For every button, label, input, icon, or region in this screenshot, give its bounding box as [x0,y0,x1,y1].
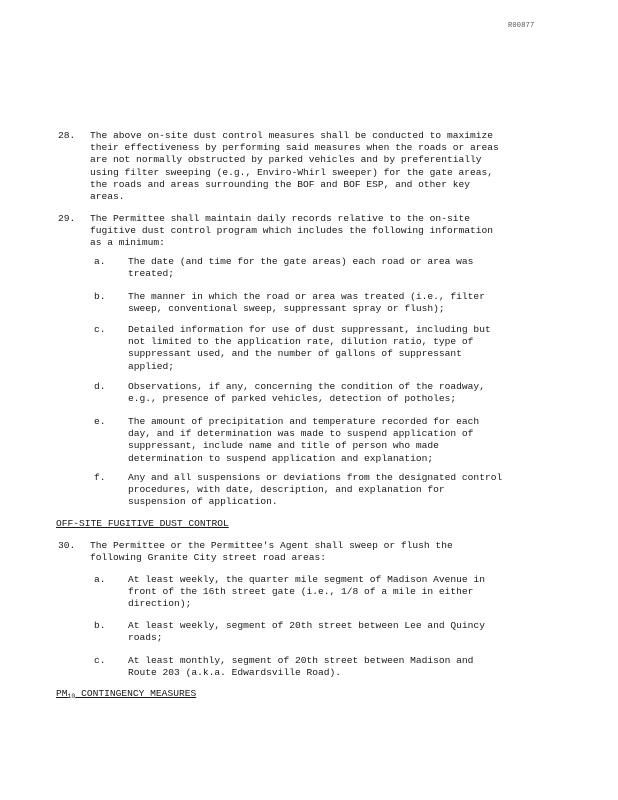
section-heading-offsite: OFF-SITE FUGITIVE DUST CONTROL [56,518,229,529]
section-heading-pm10 [56,688,196,703]
heading-subscript: 10 [67,693,76,700]
list-item-letter: b. [94,291,106,302]
list-item-29e [94,416,534,465]
list-item-letter: a. [94,574,106,585]
list-item-letter: a. [94,256,106,267]
paragraph-number: 29. [58,213,76,224]
paragraph-text: The above on-site dust control measures shall be conducted to maximize their effectiveness by performing said measures when the roads or areas are not normally obstructed by parked vehicles and by preferentially using filter sweeping (e.g., Enviro-Whirl sweeper) for the gate areas, the roads and areas surrounding the BOF and BOF ESP, and other key areas. [90,130,499,203]
paragraph-number: 30. [58,540,76,551]
paragraph-text: The Permittee or the Permittee's Agent shall sweep or flush the following Granite City street road areas: [90,540,453,564]
paragraph-number: 28. [58,130,76,141]
heading-rest: CONTINGENCY MEASURES [75,688,197,699]
list-item-29d [94,381,534,405]
list-item-30c [94,655,534,679]
list-item-30a [94,574,534,611]
list-item-29b [94,291,534,315]
list-item-29f [94,472,534,509]
list-item-text: The date (and time for the gate areas) each road or area was treated; [128,256,474,280]
list-item-text: At least weekly, the quarter mile segment of Madison Avenue in front of the 16th street gate (i.e., 1/8 of a mile in either direction); [128,574,485,610]
list-item-text: Observations, if any, concerning the condition of the roadway, e.g., presence of parked vehicles, detection of potholes; [128,381,485,405]
list-item-text: The amount of precipitation and temperature recorded for each day, and if determination was made to suspend application of suppressant, include name and title of person who made determination to suspend application and explanation; [128,416,480,464]
list-item-text: Any and all suspensions or deviations from the designated control procedures, with date, description, and explanation for suspension of application. [128,472,503,508]
paragraph-29 [58,213,538,250]
paragraph-30 [58,540,538,564]
paragraph-text: The Permittee shall maintain daily records relative to the on-site fugitive dust control program which includes the following information as a minimum: [90,213,494,249]
list-item-letter: f. [94,472,106,483]
list-item-text: Detailed information for use of dust suppressant, including but not limited to the application rate, dilution ratio, type of suppressant used, and the number of gallons of suppressant applied; [128,324,491,372]
list-item-29c [94,324,534,373]
list-item-letter: b. [94,620,106,631]
heading-prefix: PM [56,688,68,699]
list-item-letter: c. [94,324,106,335]
list-item-text: At least monthly, segment of 20th street between Madison and Route 203 (a.k.a. Edwardsville Road). [128,655,474,679]
list-item-letter: c. [94,655,106,666]
paragraph-28 [58,130,538,203]
list-item-letter: e. [94,416,106,427]
list-item-29a [94,256,534,280]
list-item-text: At least weekly, segment of 20th street between Lee and Quincy roads; [128,620,485,644]
document-id: R00877 [508,22,535,30]
list-item-text: The manner in which the road or area was treated (i.e., filter sweep, conventional sweep, suppressant spray or flush); [128,291,485,315]
list-item-letter: d. [94,381,106,392]
list-item-30b [94,620,534,644]
